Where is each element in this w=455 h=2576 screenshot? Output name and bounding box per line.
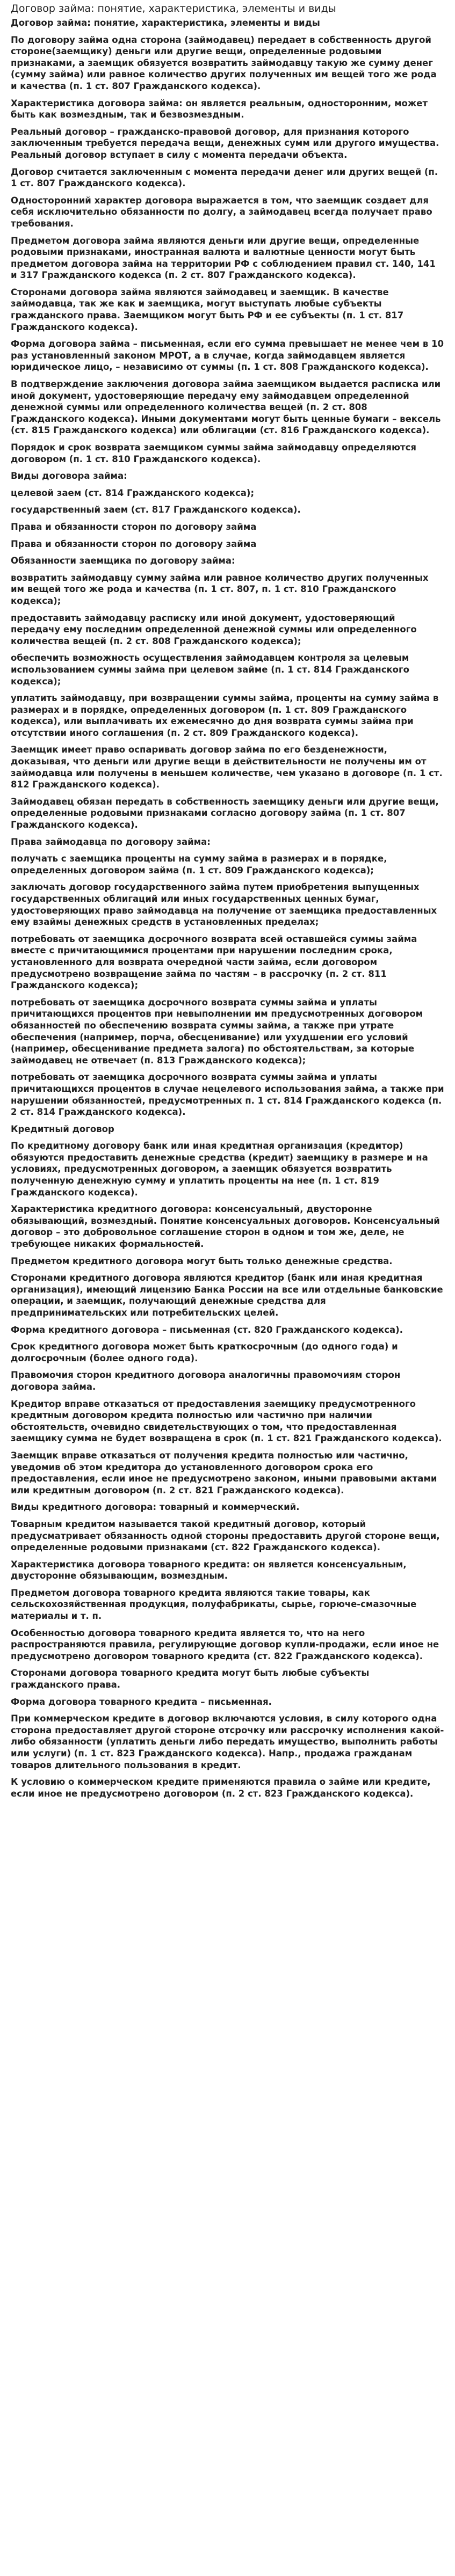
paragraph: Реальный договор – гражданско-правовой договор, для признания которого заключенным требуется передача вещи, денежных сумм или другого имущества. Реальный договор вступает в силу с момента передачи объекта.: [11, 126, 439, 160]
paragraph: Заемщик вправе отказаться от получения кредита полностью или частично, уведомив об этом кредитора до установленного договором срока его предоставления, если иное не предусмотрено законом, иными правовыми актами или кредитным договором (п. 2 ст. 821 Гражданского кодекса).: [11, 1450, 437, 1495]
paragraph: Сторонами договора товарного кредита могут быть любые субъекты гражданского права.: [11, 1668, 370, 1690]
paragraph: Обязанности заемщика по договору займа:: [11, 556, 235, 566]
paragraph: Характеристика договора товарного кредита: он является консенсуальным, двусторонне обязывающим, возмездным.: [11, 1559, 407, 1581]
paragraph: При коммерческом кредите в договор включаются условия, в силу которого одна сторона предоставляет другой стороне отсрочку или рассрочку исполнения какой-либо обязанности (уплатить деньги либо передать имущество, выполнить работы или услуги) (п. 1 ст. 823 Гражданского кодекса). Напр., продажа гражданам товаров длительного пользования в кредит.: [11, 1713, 444, 1770]
paragraph: потребовать от заемщика досрочного возврата суммы займа и уплаты причитающихся процентов при невыполнении им предусмотренных договором обязанностей по обеспечению возврата суммы займа, а также при утрате обеспечения (например, порча, обесценивание) или ухудшении его условий (например, обесценивание предмета залога) по обстоятельствам, за которые займодавец не отвечает (п. 813 Гражданского кодекса);: [11, 997, 423, 1066]
paragraph: обеспечить возможность осуществления займодавцем контроля за целевым использованием суммы займа при целевом займе (п. 1 ст. 814 Гражданского кодекса);: [11, 653, 409, 687]
paragraph: предоставить займодавцу расписку или иной документ, удостоверяющий передачу ему последним определенной денежной суммы или определенного количества вещей (п. 2 ст. 808 Гражданского кодекса);: [11, 612, 417, 646]
paragraph: Характеристика кредитного договора: консенсуальный, двусторонне обязывающий, возмездный. Понятие консенсуальных договоров. Консенсуальный договор – это добровольное соглашение сторон в одном и том же, деле, не требующее никаких формальностей.: [11, 1204, 440, 1250]
paragraph: Права и обязанности сторон по договору займа: [11, 521, 257, 532]
paragraph: Порядок и срок возврата заемщиком суммы займа займодавцу определяются договором (п. 1 ст. 810 Гражданского кодекса).: [11, 442, 416, 464]
paragraph: Предметом договора займа являются деньги или другие вещи, определенные родовыми признаками, иностранная валюта и валютные ценности могут быть предметом договора займа на территории РФ с соблюдением правил ст. 140, 141 и 317 Гражданского кодекса (п. 2 ст. 807 Гражданского кодекса).: [11, 235, 436, 281]
paragraph: Кредитный договор: [11, 1123, 114, 1134]
paragraph: По кредитному договору банк или иная кредитная организация (кредитор) обязуются предоставить денежные средства (кредит) заемщику в размере и на условиях, предусмотренных договором, а заемщик обязуется возвратить полученную денежную сумму и уплатить проценты на нее (п. 1 ст. 819 Гражданского кодекса).: [11, 1141, 428, 1198]
paragraph: Срок кредитного договора может быть краткосрочным (до одного года) и долгосрочным (более одного года).: [11, 1341, 398, 1363]
paragraph: Виды кредитного договора: товарный и коммерческий.: [11, 1502, 300, 1513]
paragraph: Права займодавца по договору займа:: [11, 836, 211, 847]
paragraph: заключать договор государственного займа путем приобретения выпущенных государственных облигаций или иных государственных ценных бумаг, удостоверяющих право займодавца на получение от заемщика предоставленных ему взаймы денежных средств в установленных пределах;: [11, 882, 437, 928]
page-title: Договор займа: понятие, характеристика, элементы и виды: [11, 3, 336, 14]
paragraph: Договор займа: понятие, характеристика, элементы и виды: [11, 18, 320, 28]
paragraph: получать с заемщика проценты на сумму займа в размерах и в порядке, определенных договором займа (п. 1 ст. 809 Гражданского кодекса);: [11, 853, 387, 875]
paragraph: К условию о коммерческом кредите применяются правила о займе или кредите, если иное не предусмотрено договором (п. 2 ст. 823 Гражданского кодекса).: [11, 1777, 431, 1799]
paragraph: целевой заем (ст. 814 Гражданского кодекса);: [11, 487, 255, 498]
paragraph: Кредитор вправе отказаться от предоставления заемщику предусмотренного кредитным договором кредита полностью или частично при наличии обстоятельств, очевидно свидетельствующих о том, что предоставленная заемщику сумма не будет возвращена в срок (п. 1 ст. 821 Гражданского кодекса).: [11, 1398, 442, 1444]
paragraph: В подтверждение заключения договора займа заемщиком выдается расписка или иной документ, удостоверяющие передачу ему займодавцем определенной денежной суммы или определенного количества вещей (п. 2 ст. 808 Гражданского кодекса). Иными документами могут быть ценные бумаги – вексель (ст. 815 Гражданского кодекса) или облигации (ст. 816 Гражданского кодекса).: [11, 379, 441, 436]
paragraph: уплатить займодавцу, при возвращении суммы займа, проценты на сумму займа в размерах и в порядке, определенных договором (п. 1 ст. 809 Гражданского кодекса), или выплачивать их ежемесячно до дня возврата суммы займа при отсутствии иного соглашения (п. 2 ст. 809 Гражданского кодекса).: [11, 693, 439, 738]
paragraph: Заемщик имеет право оспаривать договор займа по его безденежности, доказывая, что деньги или другие вещи в действительности не получены им от займодавца или получены в меньшем количестве, чем указано в договоре (п. 1 ст. 812 Гражданского кодекса).: [11, 745, 443, 790]
paragraph: потребовать от заемщика досрочного возврата всей оставшейся суммы займа вместе с причитающимися процентами при нарушении последним срока, установленного для возврата очередной части займа, если договором предусмотрено возвращение займа по частям – в рассрочку (п. 2 ст. 811 Гражданского кодекса);: [11, 933, 417, 991]
paragraph: Форма договора товарного кредита – письменная.: [11, 1696, 272, 1707]
paragraph: потребовать от заемщика досрочного возврата суммы займа и уплаты причитающихся процентов в случае нецелевого использования займа, а также при нарушении обязанностей, предусмотренных п. 1 ст. 814 Гражданского кодекса (п. 2 ст. 814 Гражданского кодекса).: [11, 1072, 444, 1118]
paragraph: Права и обязанности сторон по договору займа: [11, 538, 257, 549]
document-body: [11, 17, 444, 1799]
paragraph: Правомочия сторон кредитного договора аналогичны правомочиям сторон договора займа.: [11, 1370, 401, 1392]
paragraph: Займодавец обязан передать в собственность заемщику деньги или другие вещи, определенные родовыми признаками согласно договору займа (п. 1 ст. 807 Гражданского кодекса).: [11, 796, 439, 830]
paragraph: Характеристика договора займа: он является реальным, односторонним, может быть как возмездным, так и безвозмездным.: [11, 98, 428, 120]
paragraph: Сторонами договора займа являются займодавец и заемщик. В качестве займодавца, так же как и заемщика, могут выступать любые субъекты гражданского права. Заемщиком могут быть РФ и ее субъекты (п. 1 ст. 817 Гражданского кодекса).: [11, 287, 404, 332]
paragraph: Товарным кредитом называется такой кредитный договор, который предусматривает обязанность одной стороны предоставить другой стороне вещи, определенные родовыми признаками (ст. 822 Гражданского кодекса).: [11, 1519, 440, 1553]
paragraph: возвратить займодавцу сумму займа или равное количество других полученных им вещей того же рода и качества (п. 1 ст. 807, п. 1 ст. 810 Гражданского кодекса);: [11, 572, 429, 606]
paragraph: По договору займа одна сторона (займодавец) передает в собственность другой стороне(заемщику) деньги или другие вещи, определенные родовыми признаками, а заемщик обязуется возвратить займодавцу такую же сумму денег (сумму займа) или равное количество других полученных им вещей того же рода и качества (п. 1 ст. 807 Гражданского кодекса).: [11, 34, 437, 91]
paragraph: Форма договора займа – письменная, если его сумма превышает не менее чем в 10 раз установленный законом МРОТ, а в случае, когда займодавцем является юридическое лицо, – независимо от суммы (п. 1 ст. 808 Гражданского кодекса).: [11, 339, 444, 373]
paragraph: Особенностью договора товарного кредита является то, что на него распространяются правила, регулирующие договор купли-продажи, если иное не предусмотрено договором товарного кредита (ст. 822 Гражданского кодекса).: [11, 1628, 439, 1661]
paragraph: Форма кредитного договора – письменная (ст. 820 Гражданского кодекса).: [11, 1324, 403, 1335]
paragraph: Предметом договора товарного кредита являются такие товары, как сельскохозяйственная продукция, полуфабрикаты, сырье, горюче-смазочные материалы и т. п.: [11, 1587, 417, 1622]
paragraph: государственный заем (ст. 817 Гражданского кодекса).: [11, 505, 301, 515]
paragraph: Односторонний характер договора выражается в том, что заемщик создает для себя исключительно обязанности по долгу, а займодавец всегда получает право требования.: [11, 195, 432, 229]
paragraph: Виды договора займа:: [11, 471, 127, 481]
paragraph: Сторонами кредитного договора являются кредитор (банк или иная кредитная организация), имеющий лицензию Банка России на все или отдельные банковские операции, и заемщик, получающий денежные средства для предпринимательских или потребительских целей.: [11, 1273, 443, 1318]
paragraph: Договор считается заключенным с момента передачи денег или других вещей (п. 1 ст. 807 Гражданского кодекса).: [11, 166, 438, 189]
paragraph: Предметом кредитного договора могут быть только денежные средства.: [11, 1256, 393, 1266]
